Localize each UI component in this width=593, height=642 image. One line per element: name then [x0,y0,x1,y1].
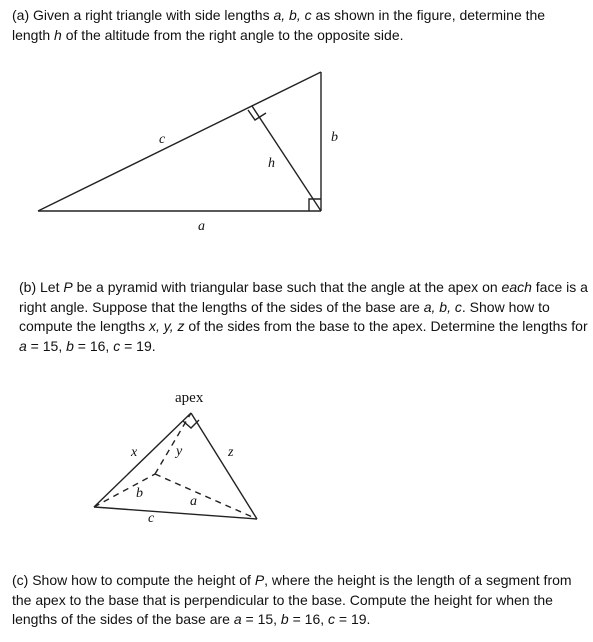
part-c-text-1: (c) Show how to compute the height of [12,572,255,588]
part-a-text-3: of the altitude from the right angle to the opposite side. [61,26,404,43]
edge-z [191,413,257,519]
problem-part-c [12,571,587,630]
label-b: b [331,130,338,145]
label-b-pyramid: b [136,486,143,501]
label-apex: apex [175,390,204,406]
part-c-P: P [254,572,265,588]
part-b-xyz: x, y, z [148,318,185,334]
hidden-edge-b [94,474,155,507]
problem-part-b [19,278,589,356]
part-b-b: b [66,337,74,354]
label-y: y [176,444,183,459]
part-b-P: P [63,279,73,295]
label-h: h [268,156,275,171]
label-a: a [198,219,205,234]
label-c-pyramid: c [148,511,155,526]
altitude-h-line [252,106,321,211]
right-triangle-figure [38,72,321,211]
part-b-each: each [501,279,532,295]
part-b-text-3: face is a right angle. Suppose that the lengths of the sides of the base are [19,279,588,315]
part-a-h: h [54,26,62,43]
label-x: x [131,445,138,460]
part-c-c: c [328,611,336,627]
part-a-vars: a, b, c [273,7,312,23]
label-z: z [228,445,234,460]
part-b-text-1: (b) Let [19,279,64,295]
part-b-a-val: = 15, [26,337,67,354]
part-c-b-val: = 16, [288,611,329,627]
side-c-line [38,72,321,211]
part-c-text-2: , where the height is the length of a segment from the apex to the base that is perpendicular to the base. Compute the height for when the lengths of the sides of the base are [12,572,572,627]
part-a-text-2: as shown in the figure, determine the length [12,7,546,43]
right-angle-mark-altitude [248,110,266,120]
label-c: c [159,132,166,147]
part-b-a: a [19,337,27,354]
part-a-text-1: (a) Given a right triangle with side lengths [12,7,274,23]
part-c-b: b [280,611,289,627]
part-b-text-4: . Show how to compute the lengths [19,298,550,334]
part-b-abc: a, b, c [423,298,462,315]
part-c-c-val: = 19. [335,611,371,627]
label-a-pyramid: a [190,494,197,509]
part-b-c: c [113,337,121,354]
part-c-a: a [233,611,242,627]
base-edge-c [94,507,257,519]
part-b-text-5: of the sides from the base to the apex. Determine the lengths for [184,318,588,334]
part-b-text-2: be a pyramid with triangular base such that the angle at the apex on [72,279,502,295]
pyramid-figure [94,413,257,519]
part-c-a-val: = 15, [241,611,281,627]
part-b-b-val: = 16, [73,337,114,354]
part-b-c-val: = 19. [120,337,156,354]
